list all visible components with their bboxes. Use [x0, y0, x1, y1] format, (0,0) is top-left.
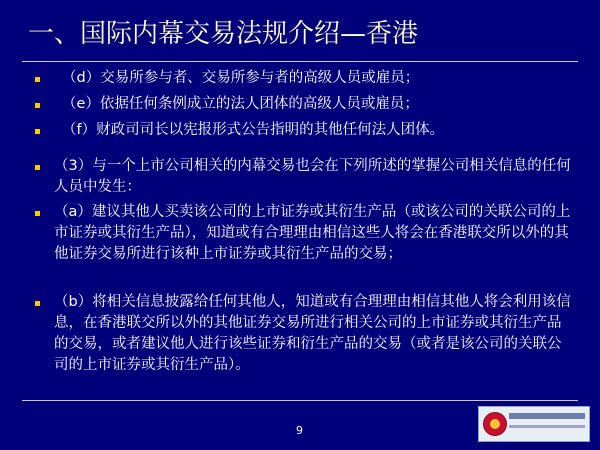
- list-item-f: （f）财政司司长以宪报形式公告指明的其他任何法人团体。: [62, 122, 445, 138]
- regulator-logo-icon: [478, 406, 590, 442]
- bullet-icon: [35, 165, 40, 170]
- logo-subname-bar: [509, 425, 585, 428]
- list-item-e: （e）依据任何条例成立的法人团体的高级人员或雇员；: [62, 96, 419, 112]
- footer-divider: [22, 400, 578, 401]
- slide-title: 一、国际内幕交易法规介绍—香港: [28, 19, 419, 49]
- bullet-icon: [35, 129, 40, 134]
- list-item-3: （3）与一个上市公司相关的内幕交易也会在下列所述的掌握公司相关信息的任何人员中发生：: [54, 158, 571, 195]
- logo-name-bar: [509, 413, 585, 419]
- title-divider: [22, 61, 578, 62]
- list-item-d: （d）交易所参与者、交易所参与者的高级人员或雇员；: [62, 70, 420, 86]
- emblem-icon: [483, 412, 507, 436]
- bullet-icon: [35, 77, 40, 82]
- page-number: 9: [296, 424, 303, 437]
- bullet-icon: [35, 301, 40, 306]
- bullet-icon: [35, 103, 40, 108]
- list-item-b: （b）将相关信息披露给任何其他人，知道或有合理理由相信其他人将会利用该信息，在香港联交所以外的其他证券交易所进行相关公司的上市证券或其衍生产品的交易，或者建议他人进行该些证券和衍生产品的交易（或者是该公司的关联公司的上市证券或其衍生产品）。: [54, 294, 571, 373]
- list-item-a: （a）建议其他人买卖该公司的上市证券或其衍生产品（或该公司的关联公司的上市证券或其衍生产品），知道或有合理理由相信这些人将会在香港联交所以外的其他证券交易所进行该种上市证券或其衍生产品的交易；: [54, 204, 571, 262]
- bullet-icon: [35, 211, 40, 216]
